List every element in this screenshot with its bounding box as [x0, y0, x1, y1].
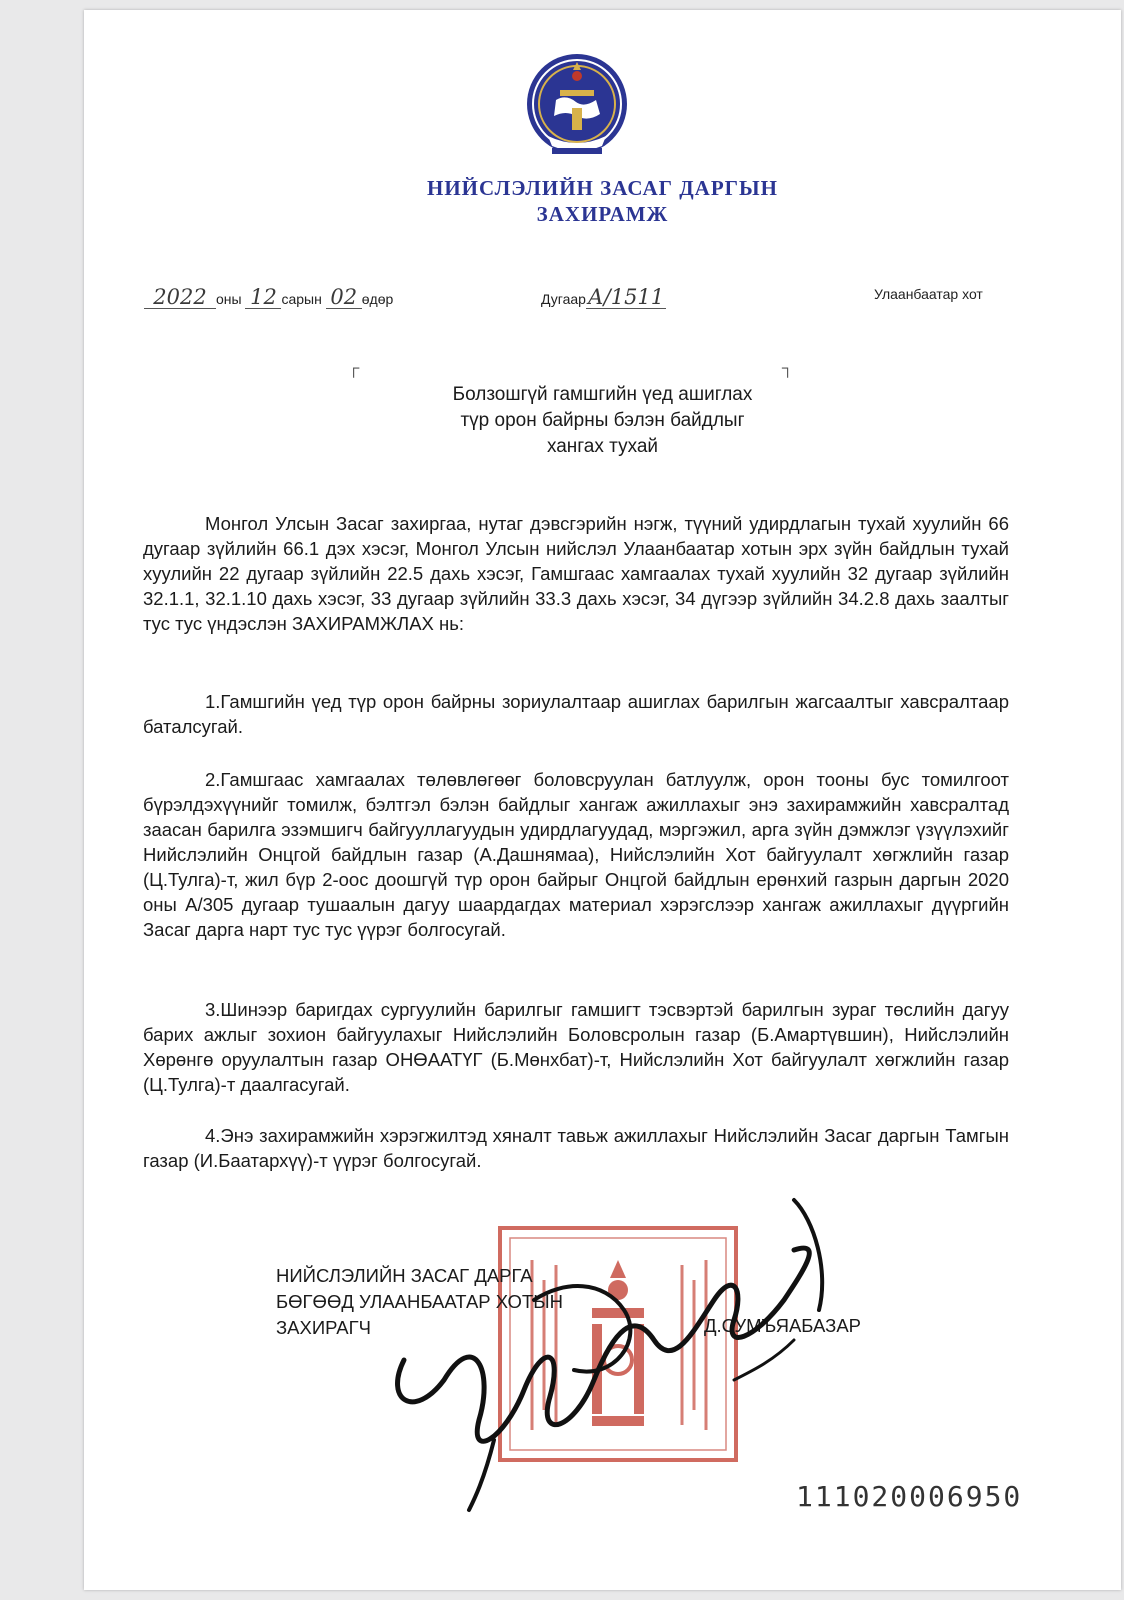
document-number: А/1511: [587, 285, 665, 309]
decree-item-2: 2.Гамшгаас хамгаалах төлөвлөгөөг боловсруулан батлуулж, орон тооны бус томилгоот бүрэлдэхүүнийг томилж, бэлтгэл бэлэн байдлыг хангаж ажиллахыг энэ захирамжийн хавсралтад заасан барилга эзэмшигч байгууллагуудын удирдлагуудад, мэргэжил, арга зүйн дэмжлэг үзүүлэхийг Нийслэлийн Онцгой байдлын газар (А.Дашнямаа), Нийслэлийн Хот байгуулалт хөгжлийн газар (Ц.Тулга)-т, жил бүр 2-оос доошгүй түр орон байрыг Онцгой байдлын ерөнхий газрын даргын 2020 оны А/305 дугаар тушаалын дагуу шаардагдах материал хэрэгслээр хангаж ажиллахыг дүүргийн Засаг дарга нарт тус тус үүрэг болгосугай.: [143, 769, 1009, 940]
subject-line-3: хангах тухай: [546, 436, 659, 457]
serial-number: 111020006950: [796, 1480, 1023, 1513]
decree-item-1: 1.Гамшгийн үед түр орон байрны зориулалтаар ашиглах барилгын жагсаалтыг хавсралтаар баталсугай.: [143, 691, 1009, 737]
signatory-name: Д.СУМЪЯАБАЗАР: [704, 1315, 862, 1336]
document-type: ЗАХИРАМЖ: [536, 202, 669, 226]
number-field: [541, 286, 666, 309]
subject-bracket-left: ┌: [348, 360, 360, 377]
subject-line-2: түр орон байрны бэлэн байдлыг: [460, 410, 745, 431]
preamble-paragraph: Монгол Улсын Засаг захиргаа, нутаг дэвсгэрийн нэгж, түүний удирдлагын тухай хуулийн 66 дугаар зүйлийн 66.1 дэх хэсэг, Монгол Улсын нийслэл Улаанбаатар хотын эрх зүйн байдлын тухай хуулийн 22 дугаар зүйлийн 22.5 дахь хэсэг, Гамшгаас хамгаалах тухай хуулийн 32 дугаар зүйлийн 32.1.1, 32.1.10 дахь хэсэг, 33 дугаар зүйлийн 33.3 дахь хэсэг, 34 дүгээр зүйлийн 34.2.8 дахь заалтыг тус тус үндэслэн ЗАХИРАМЖЛАХ нь:: [143, 513, 1009, 634]
date-field: [144, 286, 393, 309]
day-label: өдөр: [361, 291, 394, 307]
number-label: Дугаар: [541, 291, 586, 307]
date-year: 2022: [144, 286, 216, 309]
document-heading: НИЙСЛЭЛИЙН ЗАСАГ ДАРГЫН: [427, 176, 778, 200]
city-label: Улаанбаатар хот: [874, 286, 983, 302]
signatory-title: НИЙСЛЭЛИЙН ЗАСАГ ДАРГА БӨГӨӨД УЛААНБААТАР ХОТЫН ЗАХИРАГЧ: [276, 1265, 563, 1338]
subject-line-1: Болзошгүй гамшгийн үед ашиглах: [452, 384, 753, 405]
date-day: 02: [326, 286, 362, 309]
date-month: 12: [245, 286, 281, 309]
handwritten-signature-icon: [374, 1180, 844, 1520]
state-emblem-icon: [524, 48, 630, 174]
decree-item-4: 4.Энэ захирамжийн хэрэгжилтэд хяналт тавьж ажиллахыг Нийслэлийн Засаг даргын Тамгын газар (И.Баатархүү)-т үүрэг болгосугай.: [143, 1125, 1009, 1171]
subject-bracket-right: ┐: [782, 360, 794, 377]
year-label: оны: [216, 291, 242, 307]
month-label: сарын: [281, 291, 322, 307]
decree-item-3: 3.Шинээр баригдах сургуулийн барилгыг гамшигт тэсвэртэй барилгын зураг төслийн дагуу барих ажлыг зохион байгуулахыг Нийслэлийн Боловсролын газар (Б.Амартүвшин), Нийслэлийн Хөрөнгө оруулалтын газар ОНӨААТҮГ (Б.Мөнхбат)-т, Нийслэлийн Хот байгуулалт хөгжлийн газар (Ц.Тулга)-т даалгасугай.: [143, 999, 1009, 1095]
document-page: [84, 10, 1121, 1590]
